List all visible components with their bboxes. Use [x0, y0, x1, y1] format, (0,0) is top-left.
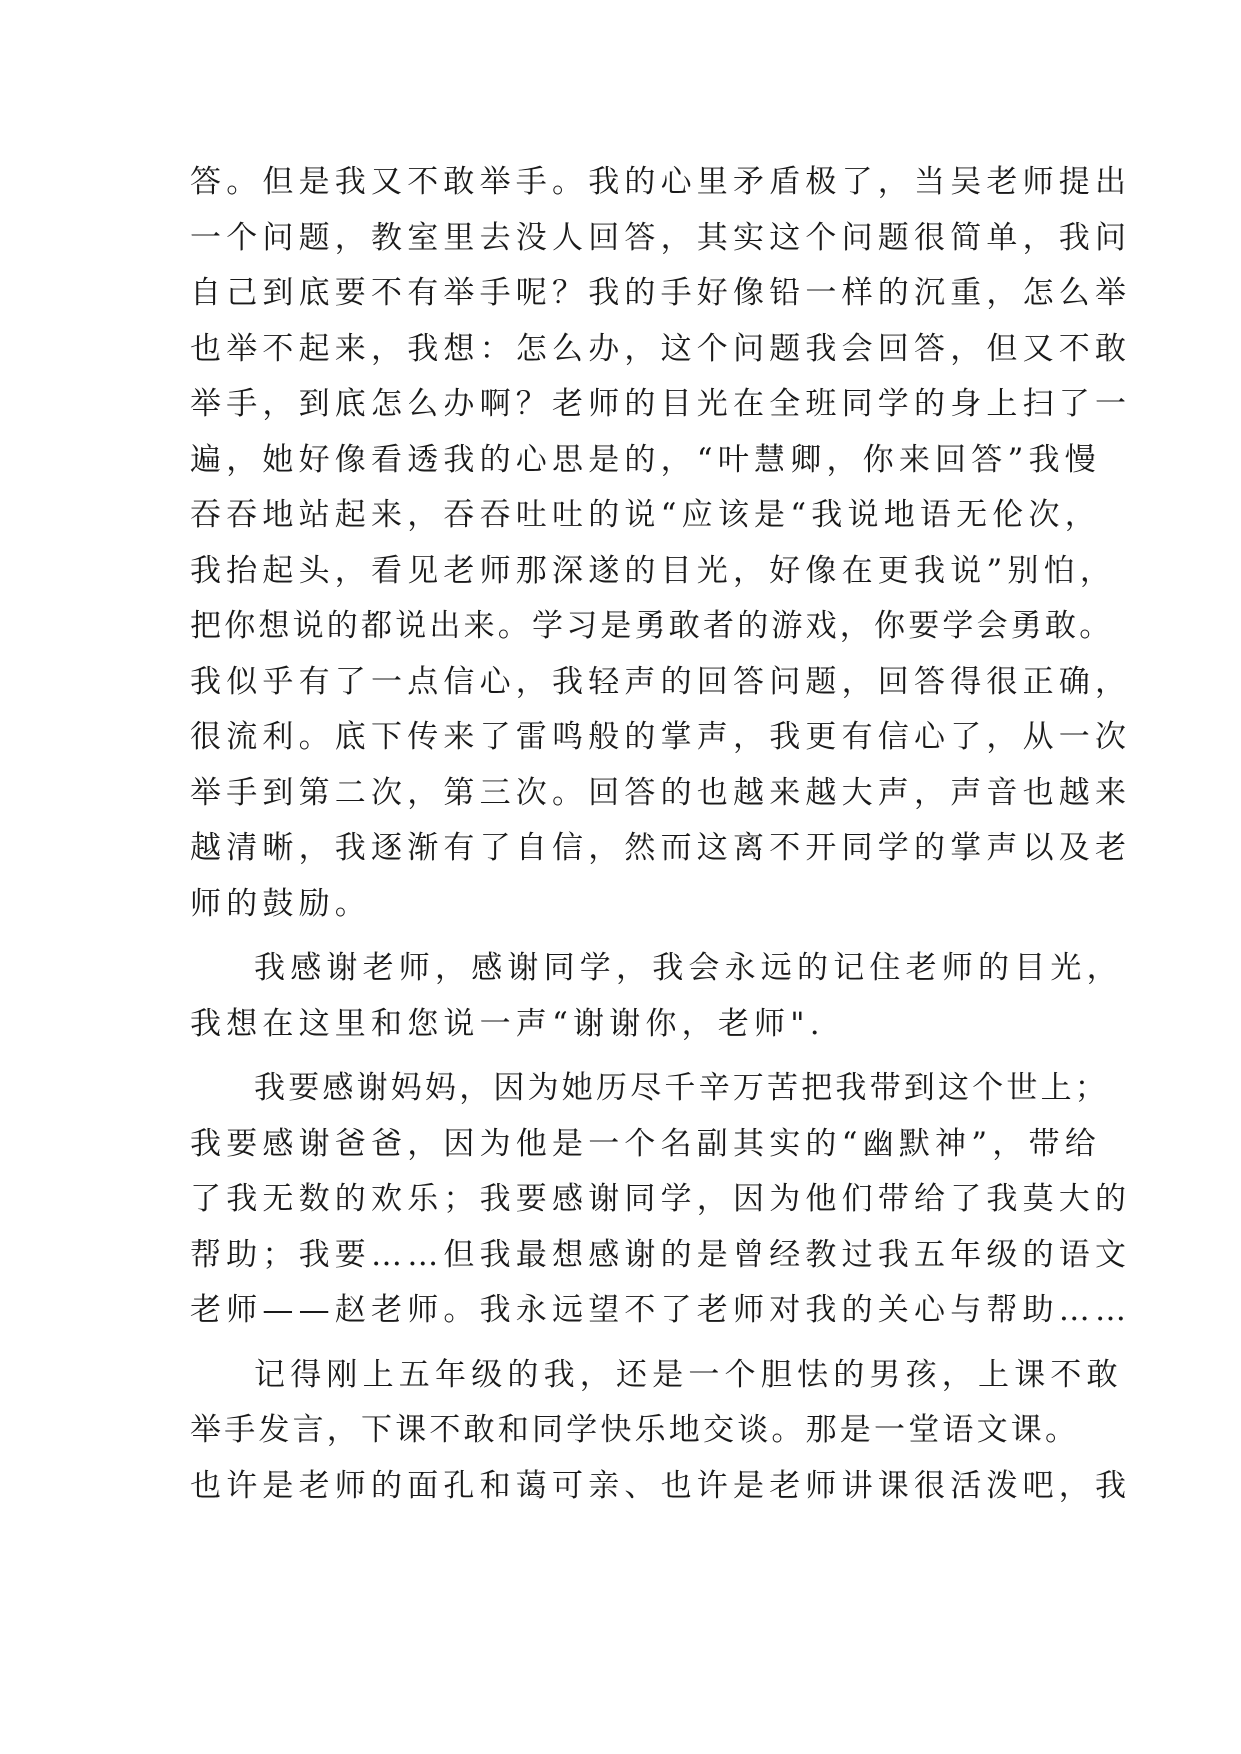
- text-line: 很流利。底下传来了雷鸣般的掌声，我更有信心了，从一次: [190, 719, 1132, 755]
- text-line: 自己到底要不有举手呢？我的手好像铅一样的沉重，怎么举: [190, 275, 1132, 311]
- text-line: 师的鼓励。: [190, 885, 371, 922]
- document-body: [190, 155, 1132, 1514]
- paragraph-first-line: 我要感谢妈妈，因为她历尽千辛万苦把我带到这个世上；: [254, 1070, 1109, 1106]
- text-line: 举手到第二次，第三次。回答的也越来越大声，声音也越来: [190, 774, 1132, 811]
- text-line: 我似乎有了一点信心，我轻声的回答问题，回答得很正确，: [190, 663, 1132, 700]
- text-line: 我抬起头，看见老师那深遂的目光，好像在更我说”别怕，: [190, 552, 1117, 589]
- text-line: 老师——赵老师。我永远望不了老师对我的关心与帮助……: [190, 1292, 1132, 1328]
- text-line: 了我无数的欢乐；我要感谢同学，因为他们带给了我莫大的: [190, 1181, 1132, 1217]
- text-line: 我想在这里和您说一声“谢谢你，老师".: [190, 1005, 825, 1042]
- text-line: 帮助；我要……但我最想感谢的是曾经教过我五年级的语文: [190, 1236, 1132, 1273]
- paragraph-first-line: 记得刚上五年级的我，还是一个胆怯的男孩，上课不敢: [254, 1356, 1123, 1393]
- text-line: 也许是老师的面孔和蔼可亲、也许是老师讲课很活泼吧，我: [190, 1467, 1132, 1504]
- text-line: 我要感谢爸爸，因为他是一个名副其实的“幽默神”，带给: [190, 1125, 1101, 1162]
- text-line: 也举不起来，我想：怎么办，这个问题我会回答，但又不敢: [190, 330, 1132, 367]
- text-line: 越清晰，我逐渐有了自信，然而这离不开同学的掌声以及老: [190, 830, 1132, 866]
- text-line: 举手发言，下课不敢和同学快乐地交谈。那是一堂语文课。: [190, 1412, 1080, 1448]
- text-line: 一个问题，教室里去没人回答，其实这个问题很简单，我问: [190, 219, 1132, 256]
- text-line: 答。但是我又不敢举手。我的心里矛盾极了，当吴老师提出: [190, 164, 1132, 200]
- paragraph-first-line: 我感谢老师，感谢同学，我会永远的记住老师的目光，: [254, 950, 1123, 986]
- text-line: 举手，到底怎么办啊？老师的目光在全班同学的身上扫了一: [190, 386, 1132, 422]
- text-line: 吞吞地站起来，吞吞吐吐的说“应该是“我说地语无伦次，: [190, 497, 1101, 533]
- text-line: 把你想说的都说出来。学习是勇敢者的游戏，你要学会勇敢。: [190, 608, 1114, 644]
- text-line: 遍，她好像看透我的心思是的，“叶慧卿，你来回答”我慢: [190, 441, 1101, 478]
